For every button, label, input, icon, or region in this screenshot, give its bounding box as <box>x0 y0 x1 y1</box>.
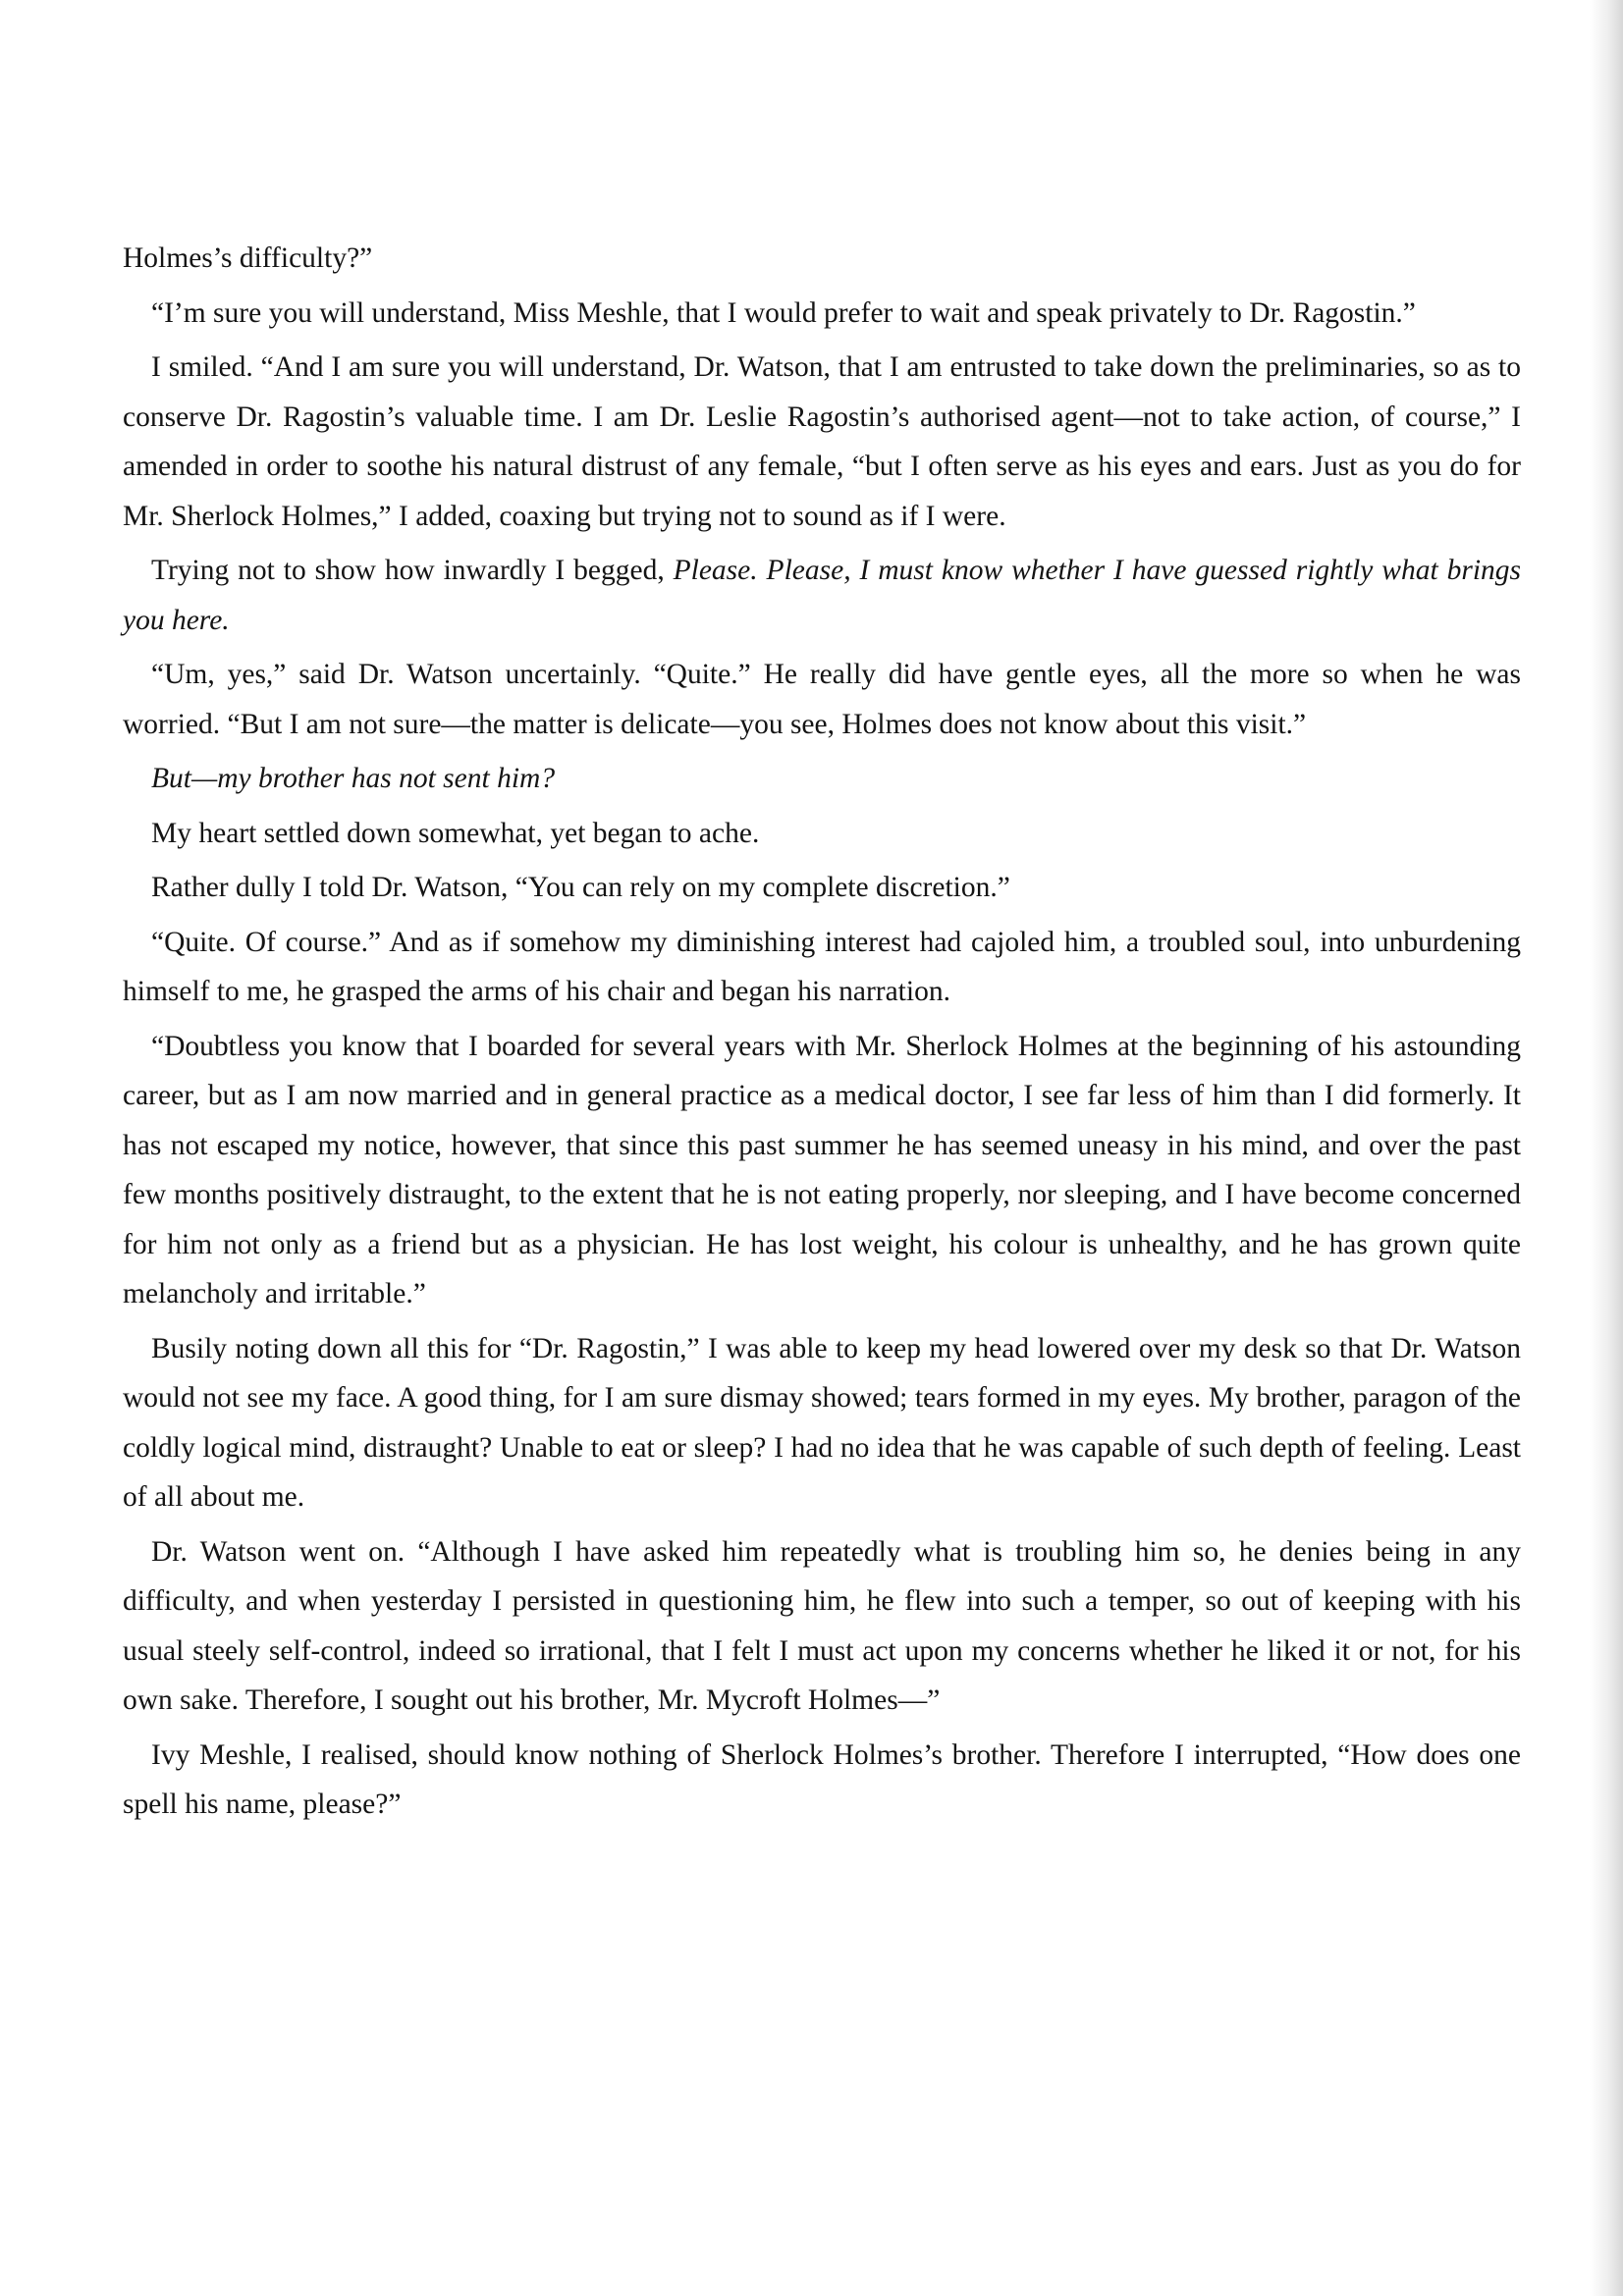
text-run: “Quite. Of course.” And as if somehow my diminishing interest had cajoled him, a troubled soul, into unburdening himself to me, he grasped the arms of his chair and began his narration. <box>123 926 1521 1007</box>
text-run: Rather dully I told Dr. Watson, “You can rely on my complete discretion.” <box>151 872 1010 903</box>
paragraph <box>123 343 1521 541</box>
text-run: “Um, yes,” said Dr. Watson uncertainly. “Quite.” He really did have gentle eyes, all the more so when he was worried. “But I am not sure—the matter is delicate—you see, Holmes does not know about this visit.” <box>123 659 1521 740</box>
paragraph <box>123 863 1521 913</box>
text-run: I smiled. “And I am sure you will understand, Dr. Watson, that I am entrusted to take down the preliminaries, so as to conserve Dr. Ragostin’s valuable time. I am Dr. Leslie Ragostin’s authorised agent—not to take action, of course,” I amended in order to soothe his natural distrust of any female, “but I often serve as his eyes and ears. Just as you do for Mr. Sherlock Holmes,” I added, coaxing but trying not to sound as if I were. <box>123 351 1521 532</box>
text-run: “I’m sure you will understand, Miss Meshle, that I would prefer to wait and speak privately to Dr. Ragostin.” <box>151 296 1416 329</box>
paragraph <box>123 754 1521 804</box>
text-run: Holmes’s difficulty?” <box>123 242 373 274</box>
paragraph <box>123 234 1521 284</box>
paragraph <box>123 1022 1521 1319</box>
text-run: Dr. Watson went on. “Although I have asked him repeatedly what is troubling him so, he denies being in any difficulty, and when yesterday I persisted in questioning him, he flew into such a temper, so out of keeping with his usual steely self-control, indeed so irrational, that I felt I must act upon my concerns whether he liked it or not, for his own sake. Therefore, I sought out his brother, Mr. Mycroft Holmes—” <box>123 1535 1521 1716</box>
paragraph <box>123 1731 1521 1830</box>
body-text <box>123 234 1521 1835</box>
italic-text-run: But—my brother has not sent him? <box>151 763 556 794</box>
text-run: “Doubtless you know that I boarded for several years with Mr. Sherlock Holmes at the beginning of his astounding career, but as I am now married and in general practice as a medical doctor, I see far less of him than I did formerly. It has not escaped my notice, however, that since this past summer he has seemed uneasy in his mind, and over the past few months positively distraught, to the extent that he is not eating properly, nor sleeping, and I have become concerned for him not only as a friend but as a physician. He has lost weight, his colour is unhealthy, and he has grown quite melancholy and irritable.” <box>123 1030 1521 1309</box>
text-run: Ivy Meshle, I realised, should know nothing of Sherlock Holmes’s brother. Therefore I interrupted, “How does one spell his name, please?” <box>123 1738 1521 1820</box>
italic-text-run: Please. Please, I must know whether I have guessed rightly what brings you here. <box>123 555 1522 636</box>
paragraph <box>123 1527 1521 1726</box>
text-run: Trying not to show how inwardly I begged, <box>151 555 674 586</box>
paragraph <box>123 289 1521 339</box>
text-run: My heart settled down somewhat, yet began to ache. <box>151 817 760 849</box>
page-edge-shadow <box>1590 0 1623 2296</box>
paragraph <box>123 1324 1521 1522</box>
paragraph <box>123 546 1521 645</box>
text-run: Busily noting down all this for “Dr. Ragostin,” I was able to keep my head lowered over my desk so that Dr. Watson would not see my face. A good thing, for I am sure dismay showed; tears formed in my eyes. My brother, paragon of the coldly logical mind, distraught? Unable to eat or sleep? I had no idea that he was capable of such depth of feeling. Least of all about me. <box>123 1332 1521 1513</box>
paragraph <box>123 918 1521 1017</box>
paragraph <box>123 650 1521 749</box>
paragraph <box>123 809 1521 859</box>
